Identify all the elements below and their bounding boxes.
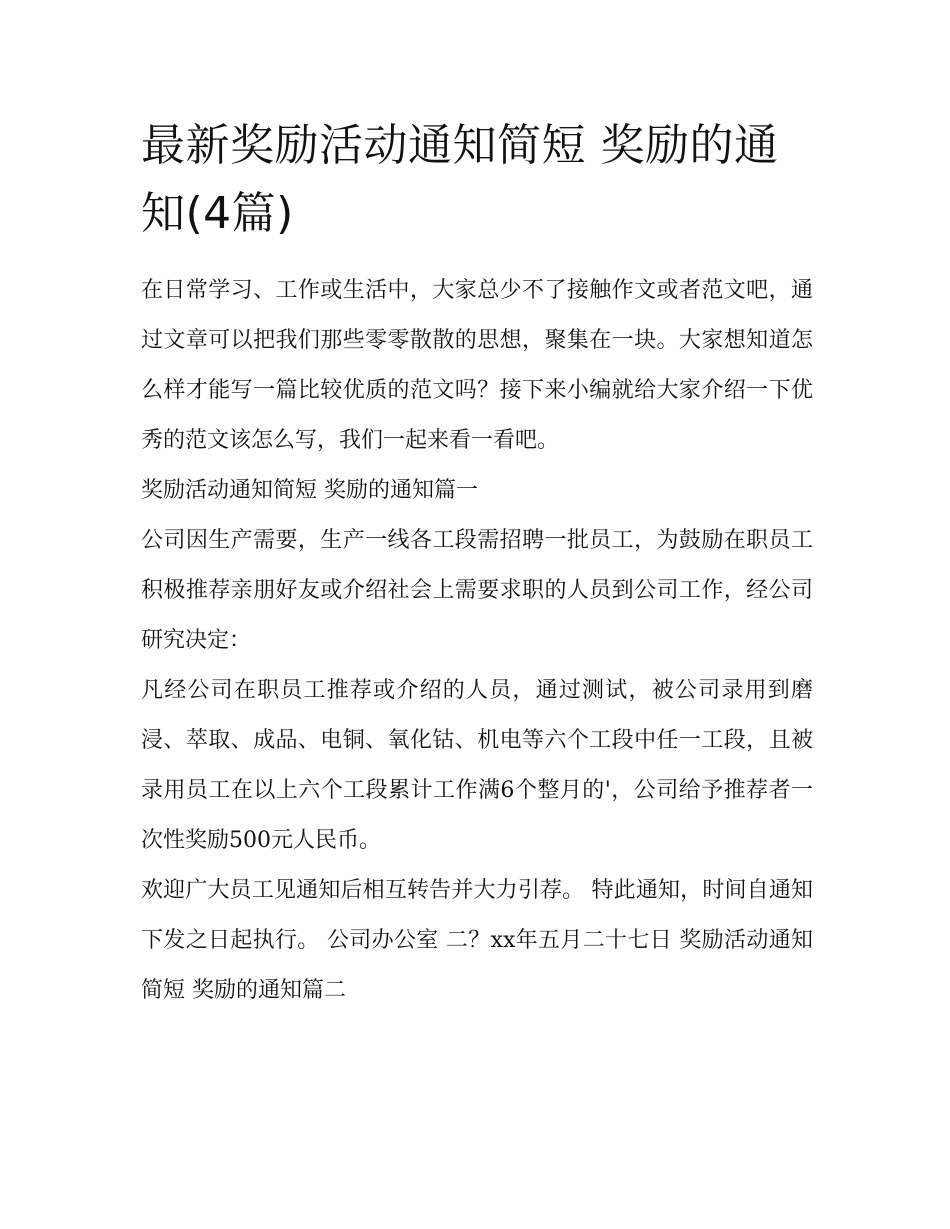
document-body <box>141 112 813 1016</box>
reward-rule-paragraph: 凡经公司在职员工推荐或介绍的人员，通过测试，被公司录用到磨浸、萃取、成品、电铜、氧化钴、机电等六个工段中任一工段，且被录用员工在以上六个工段累计工作满6个整月的'，公司给予推荐者一次性奖励500元人民币。 <box>141 678 813 853</box>
section-heading-one: 奖励活动通知简短 奖励的通知篇一 <box>141 478 478 503</box>
document-title: 最新奖励活动通知简短 奖励的通知(4篇) <box>141 120 779 239</box>
closing-paragraph: 欢迎广大员工见通知后相互转告并大力引荐。 特此通知，时间自通知下发之日起执行。 公司办公室 二？xx年五月二十七日 奖励活动通知简短 奖励的通知篇二 <box>141 878 813 1003</box>
recruitment-paragraph: 公司因生产需要，生产一线各工段需招聘一批员工，为鼓励在职员工积极推荐亲朋好友或介绍社会上需要求职的人员到公司工作，经公司研究决定： <box>141 528 813 653</box>
intro-paragraph: 在日常学习、工作或生活中，大家总少不了接触作文或者范文吧，通过文章可以把我们那些零零散散的思想，聚集在一块。大家想知道怎么样才能写一篇比较优质的范文吗？接下来小编就给大家介绍一下优秀的范文该怎么写，我们一起来看一看吧。 <box>141 278 813 453</box>
